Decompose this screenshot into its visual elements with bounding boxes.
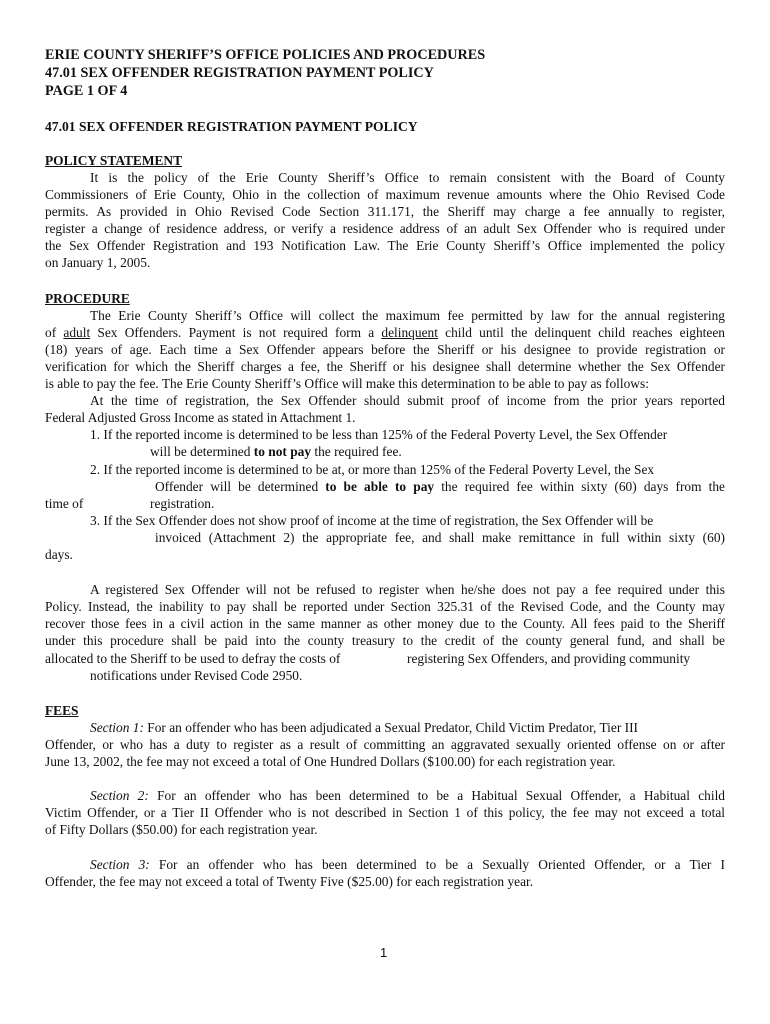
procedure-line: (18) years of age. Each time a Sex Offender appears before the Sheriff or his designee to provide registration or (45, 342, 725, 357)
header-line-3: PAGE 1 OF 4 (45, 83, 128, 99)
procedure-line: is able to pay the fee. The Erie County Sheriff’s Office will make this determination to be able to pay as follows: (45, 376, 649, 391)
header-line-2: 47.01 SEX OFFENDER REGISTRATION PAYMENT POLICY (45, 65, 434, 81)
policy-line: on January 1, 2005. (45, 255, 151, 270)
fees-section-2: Section 2: For an offender who has been determined to be a Habitual Sexual Offender, a Habitual child (90, 788, 725, 803)
refusal-line: recover those fees in a civil action in the same manner as other money due to the County. All fees paid to the Sheriff (45, 616, 725, 631)
policy-line: It is the policy of the Erie County Sheriff’s Office to remain consistent with the Board of County (90, 170, 725, 185)
procedure-line: of adult Sex Offenders. Payment is not required form a delinquent child until the delinquent child reaches eighteen (45, 325, 725, 340)
fees-section-1: June 13, 2002, the fee may not exceed a total of One Hundred Dollars ($100.00) for each registration year. (45, 754, 616, 769)
header-line-1: ERIE COUNTY SHERIFF’S OFFICE POLICIES AND PROCEDURES (45, 47, 486, 63)
fees-section-1: Offender, or who has a duty to register as a result of committing an aggravated sexually oriented offense on or after (45, 737, 725, 752)
fees-section-2: of Fifty Dollars ($50.00) for each registration year. (45, 822, 318, 837)
list-item-3: 3. If the Sex Offender does not show proof of income at the time of registration, the Sex Offender will be (90, 513, 654, 528)
procedure-line: Federal Adjusted Gross Income as stated in Attachment 1. (45, 410, 356, 425)
list-item-3-cont: invoiced (Attachment 2) the appropriate fee, and shall make remittance in full within sixty (60) (155, 530, 725, 545)
refusal-line: A registered Sex Offender will not be refused to register when he/she does not pay a fee required under this (90, 582, 725, 597)
fees-section-3: Offender, the fee may not exceed a total of Twenty Five ($25.00) for each registration year. (45, 874, 534, 889)
procedure-line: The Erie County Sheriff’s Office will collect the maximum fee permitted by law for the annual registering (90, 308, 725, 323)
list-item-2-cont: registration. (150, 496, 215, 511)
delinquent-term: delinquent (381, 325, 438, 340)
fees-section-2: Victim Offender, or a Tier II Offender who is not described in Section 1 of this policy, the fee may not exceed a total (45, 805, 725, 820)
fees-section-3: Section 3: For an offender who has been determined to be a Sexually Oriented Offender, or a Tier I (90, 857, 725, 872)
policy-line: register a change of residence address, or verify a residence address of an adult Sex Offender who is required under (45, 221, 725, 236)
list-item-3-cont: days. (45, 547, 73, 562)
list-item-2-cont: Offender will be determined to be able to pay the required fee within sixty (60) days from the (155, 479, 725, 494)
refusal-line: registering Sex Offenders, and providing community (407, 651, 691, 666)
procedure-heading: PROCEDURE (45, 291, 130, 306)
fees-section-1: Section 1: For an offender who has been adjudicated a Sexual Predator, Child Victim Predator, Tier III (90, 720, 639, 735)
fees-heading: FEES (45, 703, 79, 718)
refusal-line: under this procedure shall be paid into the county treasury to the credit of the county general fund, and shall be (45, 633, 725, 648)
list-item-1: 1. If the reported income is determined to be less than 125% of the Federal Poverty Level, the Sex Offender (90, 427, 668, 442)
list-item-2-cont: time of (45, 496, 84, 511)
list-item-2: 2. If the reported income is determined to be at, or more than 125% of the Federal Poverty Level, the Sex (90, 462, 655, 477)
policy-line: the Sex Offender Registration and 193 Notification Law. The Erie County Sheriff’s Office implemented the policy (45, 238, 725, 253)
policy-heading: POLICY STATEMENT (45, 153, 183, 168)
list-item-1-cont: will be determined to not pay the required fee. (150, 444, 402, 459)
refusal-line: Policy. Instead, the inability to pay shall be reported under Section 325.31 of the Revised Code, and the County may (45, 599, 725, 614)
adult-term: adult (63, 325, 91, 340)
refusal-line: allocated to the Sheriff to be used to defray the costs of (45, 651, 341, 666)
refusal-line: notifications under Revised Code 2950. (90, 668, 303, 683)
procedure-line: At the time of registration, the Sex Offender should submit proof of income from the prior years reported (90, 393, 725, 408)
doc-title: 47.01 SEX OFFENDER REGISTRATION PAYMENT POLICY (45, 119, 418, 134)
procedure-line: verification for which the Sheriff charges a fee, the Sheriff or his designee shall determine whether the Sex Offender (45, 359, 725, 374)
policy-line: permits. As provided in Ohio Revised Code Section 311.171, the Sheriff may charge a fee annually to register, (45, 204, 725, 219)
policy-line: Commissioners of Erie County, Ohio in the collection of maximum revenue amounts where the Ohio Revised Code (45, 187, 725, 202)
page-number: 1 (380, 945, 388, 960)
